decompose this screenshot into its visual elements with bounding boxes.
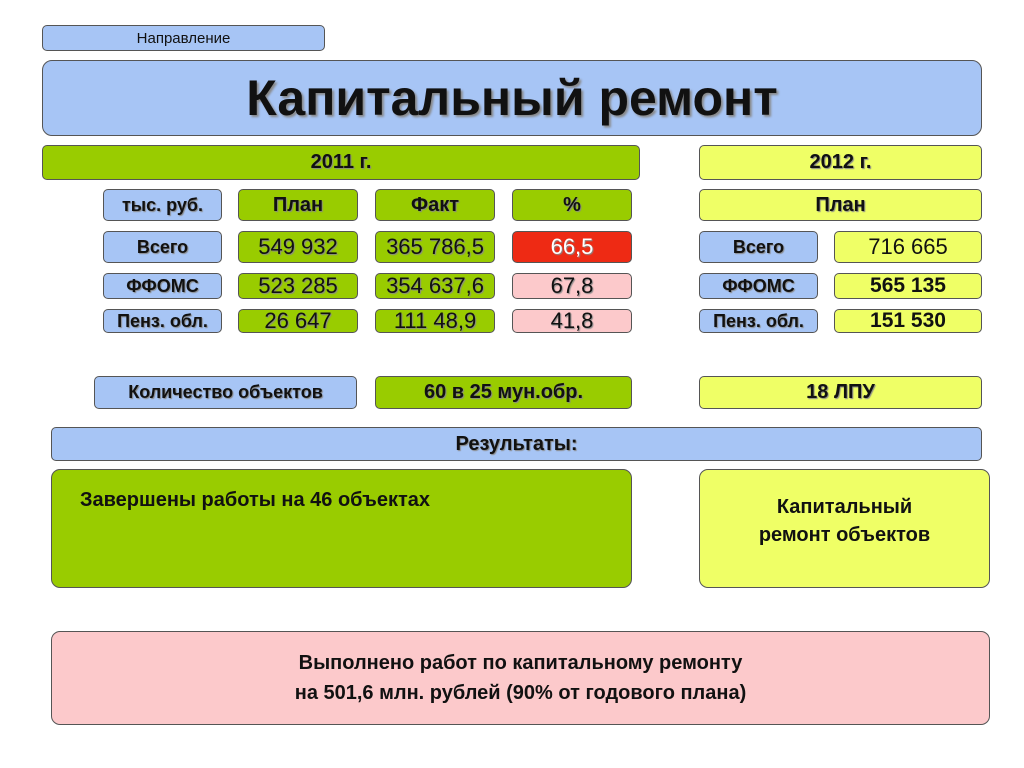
year-2012-header <box>699 145 982 180</box>
page-title <box>42 60 982 136</box>
row-label-penza-2012: Пенз. обл. <box>699 309 818 333</box>
column-fact-2011: Факт <box>375 189 495 221</box>
fact-penza-2011: 111 48,9 <box>375 309 495 333</box>
fact-total-2011: 365 786,5 <box>375 231 495 263</box>
year-2011-header <box>42 145 640 180</box>
plan-ffoms-2011: 523 285 <box>238 273 358 299</box>
row-label-total: Всего <box>103 231 222 263</box>
percent-ffoms-2011: 67,8 <box>512 273 632 299</box>
row-label-penza: Пенз. обл. <box>103 309 222 333</box>
year-2011-label: 2011 г. <box>310 151 372 173</box>
row-label-ffoms-2012: ФФОМС <box>699 273 818 299</box>
fact-ffoms-2011: 354 637,6 <box>375 273 495 299</box>
plan-penza-2011: 26 647 <box>238 309 358 333</box>
plan-total-2011: 549 932 <box>238 231 358 263</box>
year-2012-label: 2012 г. <box>809 151 872 173</box>
results-header: Результаты: <box>51 427 982 461</box>
page-title-text: Капитальный ремонт <box>246 70 778 126</box>
objects-value-2012: 18 ЛПУ <box>699 376 982 409</box>
plan-penza-2012: 151 530 <box>834 309 982 333</box>
column-plan-2012: План <box>699 189 982 221</box>
row-label-ffoms: ФФОМС <box>103 273 222 299</box>
percent-total-2011: 66,5 <box>512 231 632 263</box>
summary-box: Выполнено работ по капитальному ремонту на 501,6 млн. рублей (90% от годового плана) <box>51 631 990 725</box>
direction-tag-label: Направление <box>136 29 231 47</box>
objects-value-2011: 60 в 25 мун.обр. <box>375 376 632 409</box>
row-label-total-2012: Всего <box>699 231 818 263</box>
objects-label: Количество объектов <box>94 376 357 409</box>
plan-total-2012: 716 665 <box>834 231 982 263</box>
results-2012: Капитальный ремонт объектов <box>699 469 990 588</box>
column-plan-2011: План <box>238 189 358 221</box>
percent-penza-2011: 41,8 <box>512 309 632 333</box>
direction-tag <box>42 25 325 51</box>
units-label: тыс. руб. <box>103 189 222 221</box>
column-percent-2011: % <box>512 189 632 221</box>
results-completed: Завершены работы на 46 объектах <box>51 469 632 588</box>
plan-ffoms-2012: 565 135 <box>834 273 982 299</box>
